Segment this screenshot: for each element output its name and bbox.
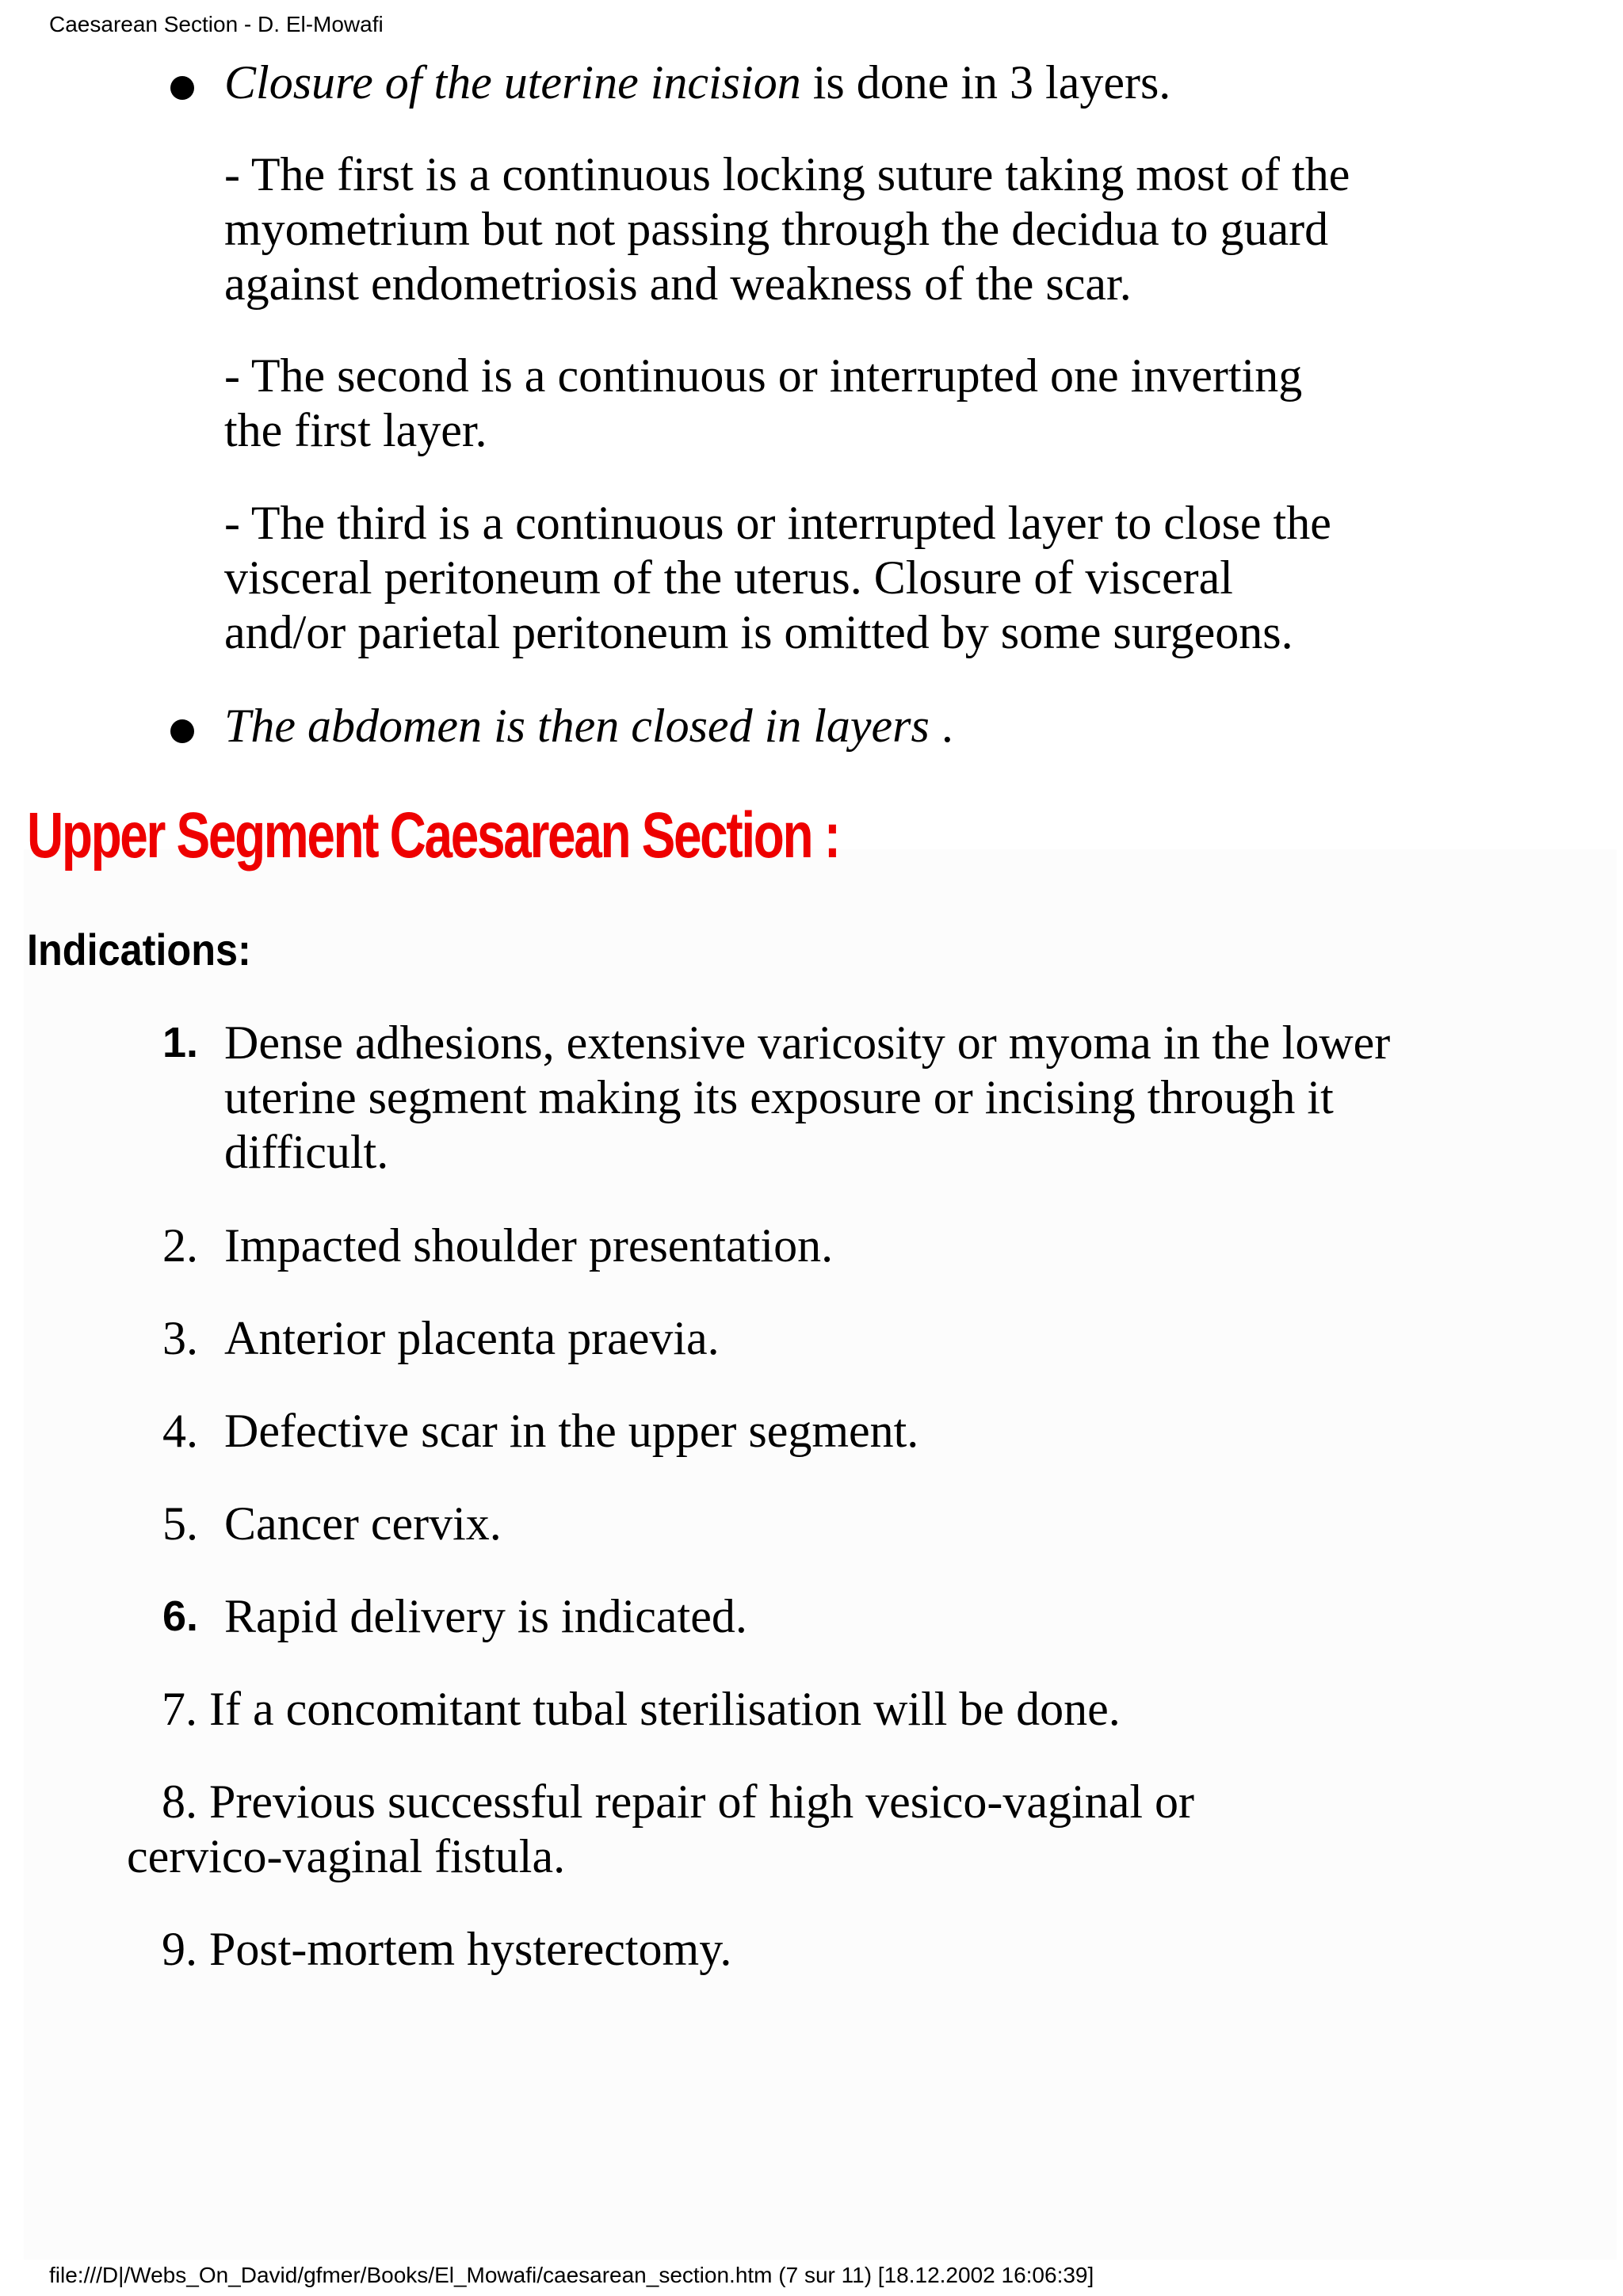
list-item: Cancer cervix. [224, 1497, 502, 1550]
list-item: Rapid delivery is indicated. [224, 1590, 747, 1642]
bullet-icon [170, 76, 194, 100]
section-heading: Upper Segment Caesarean Section : [27, 799, 839, 871]
running-header: Caesarean Section - D. El-Mowafi [49, 12, 384, 36]
bullet-abdomen-text: The abdomen is then closed in layers . [224, 700, 953, 752]
list-item-number: 6. [162, 1592, 198, 1640]
list-item: Dense adhesions, extensive varicosity or myoma in the lower uterine segment making its exposure or incising through it difficult. [224, 1016, 1391, 1178]
list-item-number: 2. [162, 1219, 198, 1272]
footer-file-path: file:///D|/Webs_On_David/gfmer/Books/El_Mowafi/caesarean_section.htm (7 sur 11) [18.12.2002 16:06:39] [49, 2263, 1094, 2287]
bullet-closure-text: Closure of the uterine incision is done in 3 layers. [224, 56, 1171, 109]
paragraph-first-layer: - The first is a continuous locking suture taking most of the myometrium but not passing through the decidua to guard against endometriosis and weakness of the scar. [224, 148, 1350, 310]
bullet-icon [170, 719, 194, 743]
list-item: Impacted shoulder presentation. [224, 1219, 834, 1272]
subsection-heading: Indications: [27, 925, 251, 974]
indication-nine: 9. Post-mortem hysterectomy. [162, 1923, 732, 1975]
list-item-number: 3. [162, 1312, 198, 1364]
list-item-number: 5. [162, 1497, 198, 1550]
list-item: Defective scar in the upper segment. [224, 1405, 919, 1457]
paragraph-third-layer: - The third is a continuous or interrupted layer to close the visceral peritoneum of the uterus. Closure of visceral and/or parietal peritoneum is omitted by some surgeons. [224, 497, 1331, 658]
list-item: Anterior placenta praevia. [224, 1312, 720, 1364]
list-item-number: 1. [162, 1019, 198, 1066]
indication-eight: 8. Previous successful repair of high vesico-vaginal or cervico-vaginal fistula. [127, 1775, 1194, 1882]
paragraph-second-layer: - The second is a continuous or interrupted one inverting the first layer. [224, 349, 1303, 456]
indication-seven: 7. If a concomitant tubal sterilisation will be done. [162, 1683, 1121, 1735]
list-item-number: 4. [162, 1405, 198, 1457]
